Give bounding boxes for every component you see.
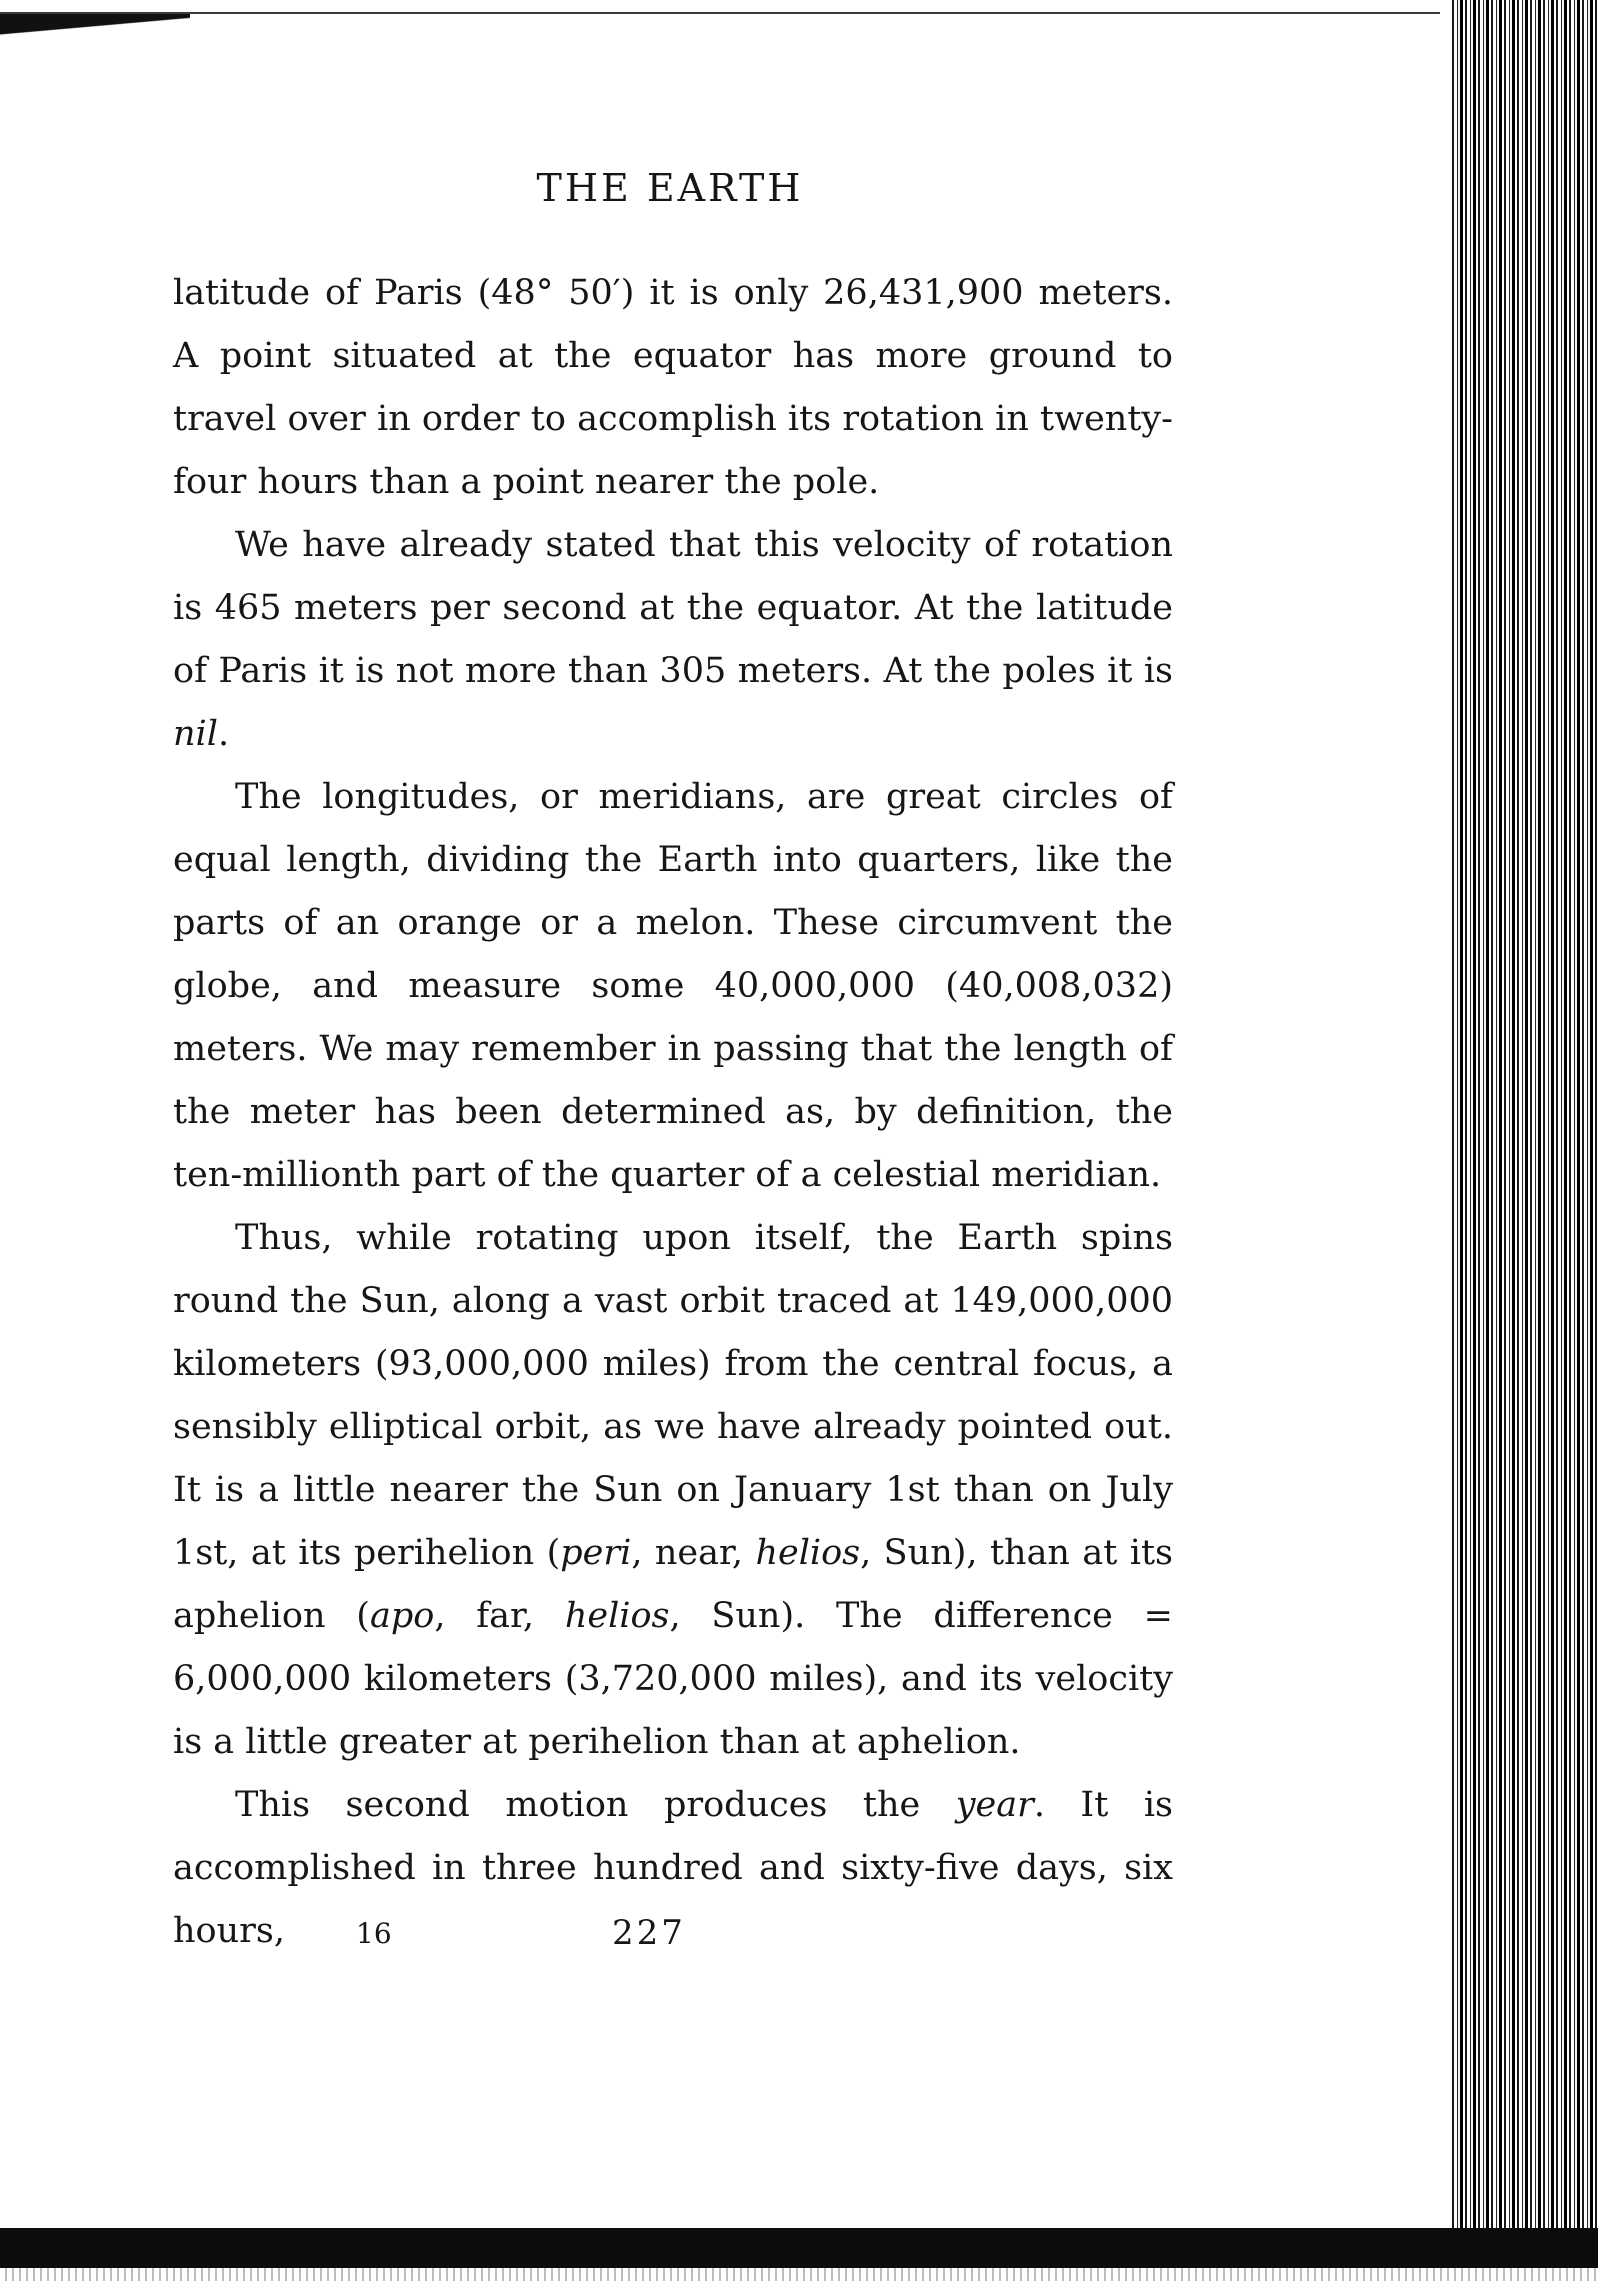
text-run: . (217, 714, 230, 754)
paragraph (173, 766, 1173, 1207)
page-top-edge (0, 12, 1440, 14)
paragraph (173, 262, 1173, 514)
text-run: This second motion produces the (235, 1785, 956, 1825)
paragraph (173, 514, 1173, 766)
text-run: , far, (434, 1596, 565, 1636)
page-corner-shadow (0, 14, 190, 50)
italic-term: helios (755, 1533, 861, 1573)
page-footer (0, 1913, 1340, 1963)
italic-term: nil (173, 714, 218, 754)
text-run: , Sun). The difference = 6,000,000 kilometers (3,720,000 miles), and its velocity is a little greater at perihelion than at aphelion. (173, 1596, 1173, 1762)
text-run: The longitudes, or meridians, are great circles of equal length, dividing the Earth into quarters, like the parts of an orange or a melon. These circumvent the globe, and measure some 40,000,000 (40,008,032) meters. We may remember in passing that the length of the meter has been determined as, by definition, the ten-millionth part of the quarter of a celestial meridian. (173, 777, 1173, 1195)
page-number: 227 (612, 1913, 686, 1953)
italic-term: year (955, 1785, 1034, 1825)
body-text (173, 262, 1173, 1963)
text-run: . It is accomplished in three hundred and sixty-five days, six hours, (173, 1785, 1173, 1951)
text-run: , near, (631, 1533, 756, 1573)
running-head: THE EARTH (536, 166, 804, 210)
italic-term: helios (564, 1596, 670, 1636)
book-page-edges (1450, 0, 1598, 2281)
text-run: Thus, while rotating upon itself, the Earth spins round the Sun, along a vast orbit traced at 149,000,000 kilometers (93,000,000 miles) from the central focus, a sensibly elliptical orbit, as we have already pointed out. It is a little nearer the Sun on January 1st than on July 1st, at its perihelion ( (173, 1218, 1173, 1573)
text-run: , Sun), than at its aphelion ( (173, 1533, 1173, 1636)
paragraph (173, 1207, 1173, 1774)
text-run: latitude of Paris (48° 50′) it is only 26,431,900 meters. A point situated at the equator has more ground to travel over in order to accomplish its rotation in twenty-four hours than a point nearer the pole. (173, 273, 1173, 502)
text-run: We have already stated that this velocity of rotation is 465 meters per second at the equator. At the latitude of Paris it is not more than 305 meters. At the poles it is (173, 525, 1173, 691)
signature-mark: 16 (356, 1917, 392, 1950)
italic-term: apo (369, 1596, 435, 1636)
scan-bottom-strip (0, 2268, 1598, 2281)
italic-term: peri (560, 1533, 632, 1573)
scan-bottom-bar (0, 2228, 1598, 2268)
